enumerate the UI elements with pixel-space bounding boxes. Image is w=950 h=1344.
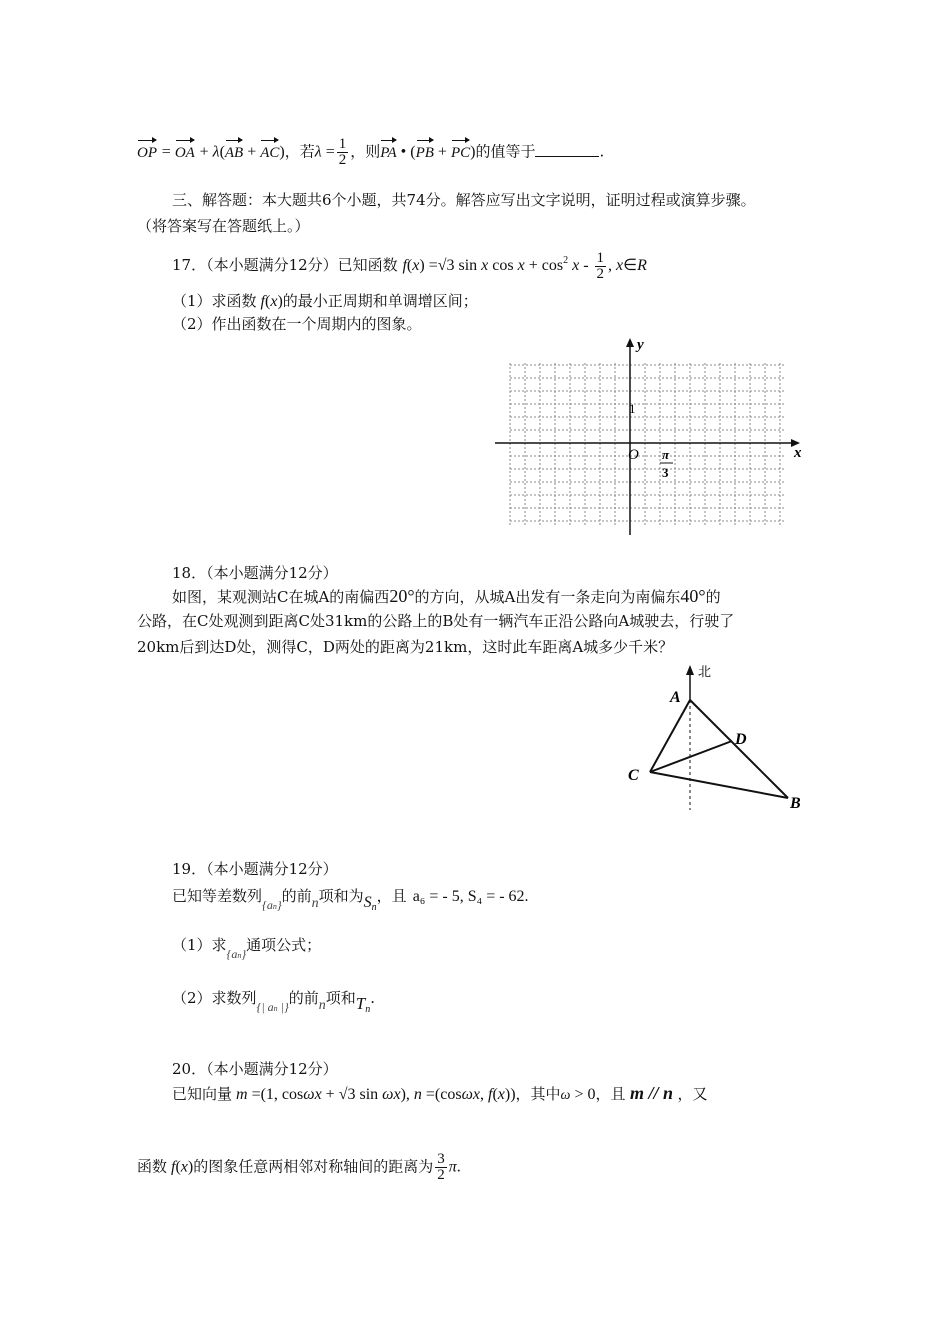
north-label: 北 <box>698 664 712 679</box>
vector-ac: AC <box>260 142 279 164</box>
q18-angle1: 20° <box>389 586 415 606</box>
q19-head: 19．（本小题满分12分） <box>172 860 338 878</box>
vector-pb: PB <box>416 142 434 164</box>
north-arrow-head <box>686 665 694 675</box>
q18-line1-c: 的 <box>705 588 721 606</box>
tick-y-one: 1 <box>629 401 636 416</box>
q18-line3: 20km后到达D处，测得C，D两处的距离为21km，这时此车距离A城多少千米？ <box>137 638 674 656</box>
segment-ac <box>650 700 690 772</box>
tick-x-pi: π <box>662 447 670 462</box>
q20-line2-a: 函数 <box>137 1157 168 1176</box>
q18-angle2: 40° <box>680 586 706 606</box>
q19-part2: （2）求数列$_{\{| an |\}}$的前n项和$T_n$. <box>172 989 376 1015</box>
vector-oa: OA <box>175 142 195 164</box>
q20-line1: 已知向量 m =(1, cosωx + √3 sin ωx), n =(cosωx, f(x))，其中ω > 0，且 m // n ，又 <box>172 1083 708 1103</box>
q20-line1-d: ，又 <box>677 1085 708 1103</box>
q20-line2: 函数 f(x)的图象任意两相邻对称轴间的距离为 $\frac{3}{2}$ π. <box>137 1151 461 1183</box>
vertex-b: B <box>790 795 801 812</box>
text-ze: ，则 <box>350 142 381 161</box>
y-axis-label: y <box>637 337 644 353</box>
q19-part1-a: （1）求 <box>172 936 227 954</box>
q19-part2-end: . <box>370 989 376 1007</box>
q20-line1-a: 已知向量 <box>172 1085 233 1103</box>
q19-condition: a₆ = - 5, S₄ = - 62. <box>412 888 529 905</box>
vertex-d: D <box>735 731 747 748</box>
x-axis-label: x <box>794 445 802 461</box>
q18-triangle-figure <box>620 660 830 820</box>
q17-head-line: 17．（本小题满分12分）已知函数 f(x) =√3 sin x $\cos x + \cos^2 x$ - $\frac{1}{2}$ , x∈R <box>172 249 647 282</box>
section3-line1: 三、解答题：本大题共6个小题，共74分。解答应写出文字说明，证明过程或演算步骤。 <box>172 191 756 209</box>
q17-head: 17．（本小题满分12分）已知函数 <box>172 256 398 274</box>
q20-line2-b: 的图象任意两相邻对称轴间的距离为 <box>193 1157 434 1176</box>
q17-part1-b: 的最小正周期和单调增区间； <box>282 292 478 310</box>
text-ruo: ，若 <box>284 142 315 161</box>
vector-pa: PA <box>380 142 396 164</box>
q17-part1-a: （1）求函数 <box>172 292 257 310</box>
q20-head: 20．（本小题满分12分） <box>172 1060 338 1078</box>
q19-part2-a: （2）求数列 <box>172 989 257 1007</box>
q19-line1-d: ，且 <box>376 887 407 905</box>
vertex-a: A <box>670 689 681 706</box>
fraction-half: $\frac{1}{2}$ <box>338 136 347 168</box>
origin-label: O <box>628 447 639 463</box>
q18-line1-a: 如图，某观测站C在城A的南偏西 <box>172 588 390 606</box>
q19-part1: （1）求$_{\{an\}}$通项公式； <box>172 936 322 961</box>
q19-part2-b: 的前 <box>288 989 319 1007</box>
text-value-equals: 的值等于 <box>475 142 536 161</box>
q20-line1-c: ，且 <box>595 1085 626 1103</box>
q19-line1: 已知等差数列$_{\{an\}}$的前n项和为$S_n$，且 a₆ = - 5, S₄ = - 62. <box>172 887 529 913</box>
y-axis-arrow <box>626 338 634 347</box>
q19-line1-b: 的前 <box>281 887 312 905</box>
q19-line1-c: 项和为 <box>318 887 364 905</box>
q20-line1-b: ，其中 <box>515 1085 561 1103</box>
q19-line1-a: 已知等差数列 <box>172 887 263 905</box>
q19-part1-b: 通项公式； <box>246 936 322 954</box>
q18-line1-b: 的方向，从城A出发有一条走向为南偏东 <box>414 588 681 606</box>
q19-part2-c: 项和 <box>325 989 356 1007</box>
section3-line2: （将答案写在答题纸上。） <box>137 217 310 235</box>
tick-x-three: 3 <box>662 465 669 480</box>
fraction-half-2: $\frac{1}{2}$ <box>596 249 605 282</box>
fraction-three-halves: $\frac{3}{2}$ <box>437 1151 445 1183</box>
q18-head: 18．（本小题满分12分） <box>172 564 338 582</box>
q17-part1: （1）求函数 f(x)的最小正周期和单调增区间； <box>172 292 478 310</box>
q17-part2: （2）作出函数在一个周期内的图象。 <box>172 315 422 333</box>
q18-line1 <box>172 585 721 608</box>
top-vector-line: OP = OA + λ(AB + AC)，若λ = $\frac{1}{2}$ ，则PA • (PB + PC)的值等于 . <box>137 136 605 168</box>
vector-ab: AB <box>225 142 243 164</box>
vertex-c: C <box>628 767 639 784</box>
q18-line2: 公路，在C处观测到距离C处31km的公路上的B处有一辆汽车正沿公路向A城驶去，行驶了 <box>137 612 735 630</box>
vector-pc: PC <box>451 142 470 164</box>
segment-cd <box>650 741 732 772</box>
q17-coordinate-grid <box>490 335 810 540</box>
answer-blank <box>535 142 599 157</box>
text-period: . <box>599 142 605 161</box>
vector-op: OP <box>137 142 157 164</box>
